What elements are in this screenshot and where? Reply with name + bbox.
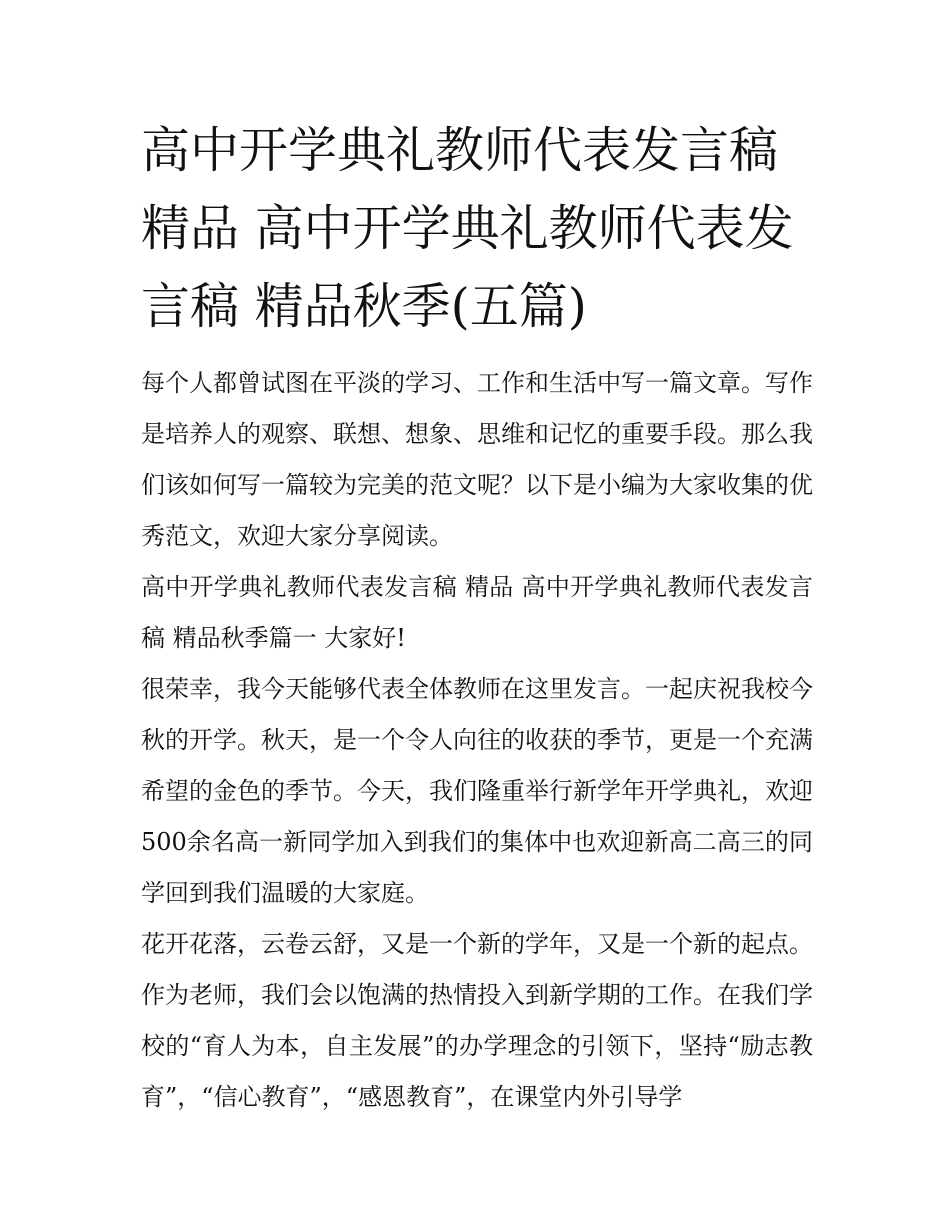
document-title: 高中开学典礼教师代表发言稿 精品 高中开学典礼教师代表发言稿 精品秋季(五篇) (141, 122, 794, 335)
paragraph-heading-greeting: 高中开学典礼教师代表发言稿 精品 高中开学典礼教师代表发言稿 精品秋季篇一 大家好! (141, 573, 813, 652)
paragraph-new-term: 花开花落，云卷云舒，又是一个新的学年，又是一个新的起点。作为老师，我们会以饱满的热情投入到新学期的工作。在我们学校的“育人为本，自主发展”的办学理念的引领下，坚持“励志教育”，“信心教育”，“感恩教育”，在课堂内外引导学 (141, 930, 813, 1111)
document-body (141, 358, 813, 1123)
paragraph-welcome: 很荣幸，我今天能够代表全体教师在这里发言。一起庆祝我校今秋的开学。秋天，是一个令人向往的收获的季节，更是一个充满希望的金色的季节。今天，我们隆重举行新学年开学典礼，欢迎500余名高一新同学加入到我们的集体中也欢迎新高二高三的同学回到我们温暖的大家庭。 (141, 675, 813, 907)
document-page (141, 112, 813, 1123)
paragraph-intro: 每个人都曾试图在平淡的学习、工作和生活中写一篇文章。写作是培养人的观察、联想、想象、思维和记忆的重要手段。那么我们该如何写一篇较为完美的范文呢？以下是小编为大家收集的优秀范文，欢迎大家分享阅读。 (141, 369, 813, 550)
